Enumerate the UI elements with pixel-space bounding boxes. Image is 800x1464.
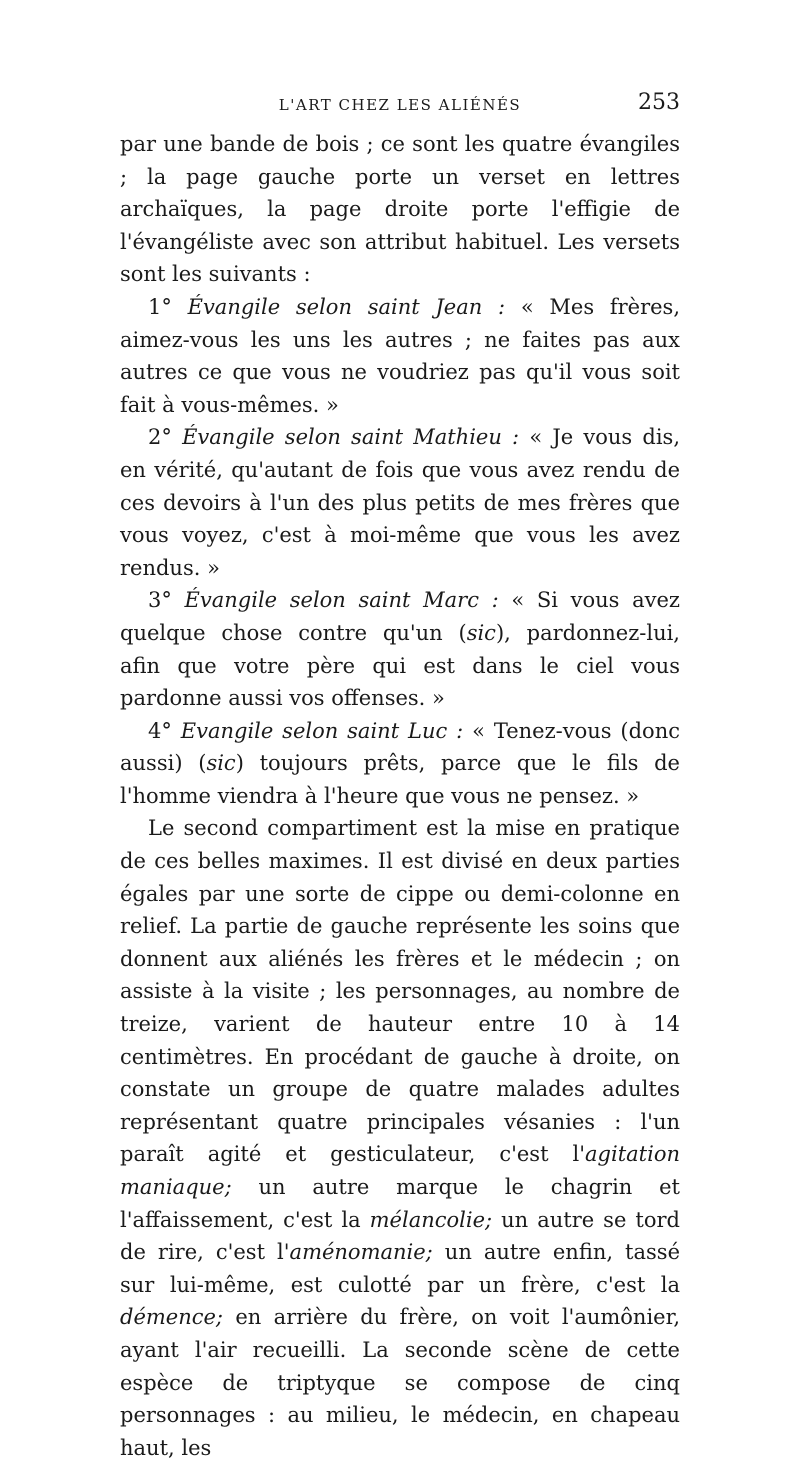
paragraph-text: un autre se tord de rire, c'est l' (120, 1207, 680, 1265)
verse-text: « Tenez-vous (donc aussi) ( (120, 718, 680, 776)
italic-term: mélancolie; (369, 1207, 493, 1232)
verse-text-cont: ), pardonnez-lui, afin que votre père qui est dans le ciel vous pardonne aussi vos offenses. » (120, 620, 680, 711)
verse-title: Évangile selon saint Marc : (184, 588, 499, 613)
verse-number: 4° (148, 718, 172, 743)
verse-title: Evangile selon saint Luc : (180, 718, 464, 743)
verse-text: « Je vous dis, en vérité, qu'autant de fois que vous avez rendu de ces devoirs à l'un des plus petits de mes frères que vous voyez, c'est à moi-même que vous les avez rendus. » (120, 425, 680, 580)
page-header (120, 90, 680, 124)
paragraph-text: par une bande de bois ; ce sont les quatre évangiles ; la page gauche porte un verset en lettres archaïques, la page droite porte l'effigie de l'évangéliste avec son attribut habituel. Les versets sont les suivants : (120, 132, 680, 287)
verse-title: Évangile selon saint Jean : (187, 294, 506, 319)
verse-text-cont: ) toujours prêts, parce que le fils de l'homme viendra à l'heure que vous ne pensez. » (120, 751, 680, 808)
paragraph-intro (120, 128, 680, 291)
verse-text: « Mes frères, aimez-vous les uns les autres ; ne faites pas aux autres ce que vous ne voudriez pas qu'il vous soit fait à vous-mêmes. » (120, 294, 680, 417)
paragraph-text: en arrière du frère, on voit l'aumônier, ayant l'air recueilli. La seconde scène de cette espèce de triptyque se compose de cinq personnages : au milieu, le médecin, en chapeau haut, les (120, 1305, 680, 1460)
paragraph-second-compartment (120, 812, 680, 1464)
verse-title: Évangile selon saint Mathieu : (182, 425, 520, 450)
verse-number: 1° (148, 294, 172, 319)
paragraph-verse-luke (120, 715, 680, 813)
verse-number: 2° (148, 425, 172, 450)
paragraph-verse-john (120, 291, 680, 421)
italic-term: agitation maniaque; (120, 1142, 680, 1199)
body-text (120, 128, 680, 1464)
paragraph-verse-matthew (120, 421, 680, 584)
italic-term: aménomanie; (289, 1240, 433, 1265)
italic-term: démence; (120, 1305, 224, 1330)
verse-text: « Si vous avez quelque chose contre qu'un ( (120, 588, 680, 645)
page-number: 253 (638, 90, 680, 115)
sic-note: sic (206, 751, 236, 776)
paragraph-verse-mark (120, 584, 680, 714)
verse-number: 3° (148, 588, 172, 613)
paragraph-text: Le second compartiment est la mise en pratique de ces belles maximes. Il est divisé en deux parties égales par une sorte de cippe ou demi-colonne en relief. La partie de gauche représente les soins que donnent aux aliénés les frères et le médecin ; on assiste à la visite ; les personnages, au nombre de treize, varient de hauteur entre 10 à 14 centimètres. En procédant de gauche à droite, on constate un groupe de quatre malades adultes représentant quatre principales vésanies : l'un paraît agité et gesticulateur, c'est l' (120, 816, 680, 1167)
sic-note: sic (466, 620, 496, 645)
running-head: L'ART CHEZ LES ALIÉNÉS (278, 96, 522, 114)
paragraph-text: un autre marque le chagrin et l'affaissement, c'est la (120, 1175, 680, 1232)
paragraph-text: un autre enfin, tassé sur lui-même, est culotté par un frère, c'est la (120, 1240, 680, 1297)
